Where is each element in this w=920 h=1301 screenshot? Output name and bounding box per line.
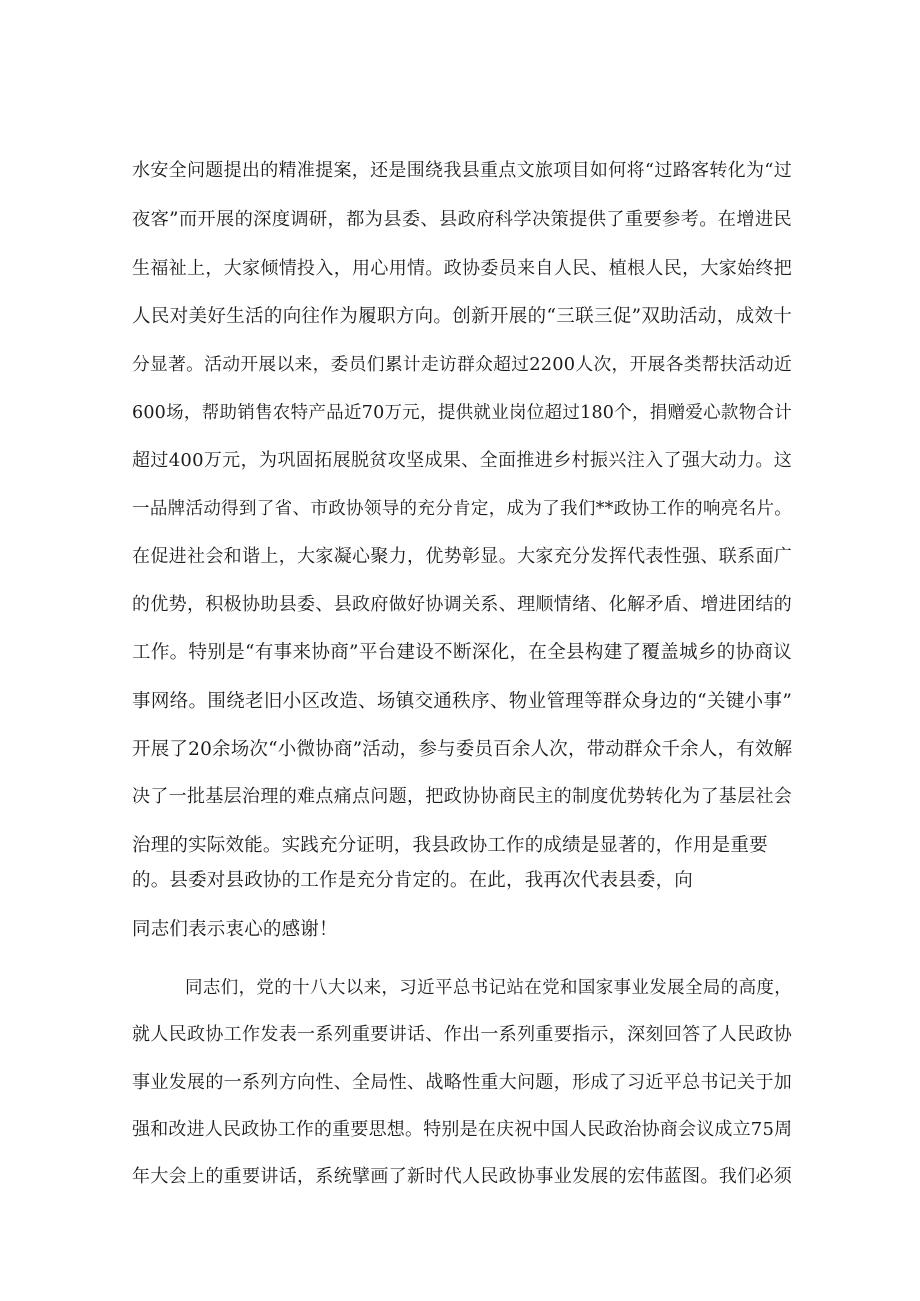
text-line: 强和改进人民政协工作的重要思想。特别是在庆祝中国人民政治协商会议成立75周 — [132, 1119, 793, 1140]
text-line: 的。县委对县政协的工作是充分肯定的。在此，我再次代表县委，向 — [132, 870, 694, 891]
text-line: 生福祉上，大家倾情投入，用心用情。政协委员来自人民、植根人民，大家始终把 — [132, 258, 792, 279]
text-line: 夜客”而开展的深度调研，都为县委、县政府科学决策提供了重要参考。在增进民 — [132, 209, 792, 230]
text-line: 事业发展的一系列方向性、全局性、战略性重大问题，形成了习近平总书记关于加 — [132, 1072, 792, 1093]
text-line: 水安全问题提出的精准提案，还是围绕我县重点文旅项目如何将“过路客转化为“过 — [132, 160, 792, 181]
text-line: 的优势，积极协助县委、县政府做好协调关系、理顺情绪、化解矛盾、增进团结的 — [132, 594, 792, 615]
text-line: 超过400万元，为巩固拓展脱贫攻坚成果、全面推进乡村振兴注入了强大动力。这 — [132, 450, 792, 471]
text-line: 事网络。围绕老旧小区改造、场镇交通秩序、物业管理等群众身边的“关键小事” — [132, 691, 792, 712]
text-line: 人民对美好生活的向往作为履职方向。创新开展的“三联三促”双助活动，成效十 — [132, 306, 792, 327]
text-line: 治理的实际效能。实践充分证明，我县政协工作的成绩是显著的，作用是重要 — [132, 835, 768, 856]
text-line: 年大会上的重要讲话，系统擘画了新时代人民政协事业发展的宏伟蓝图。我们必须 — [132, 1166, 792, 1187]
text-line: 在促进社会和谐上，大家凝心聚力，优势彰显。大家充分发挥代表性强、联系面广 — [132, 546, 792, 567]
text-line: 600场，帮助销售农特产品近70万元，提供就业岗位超过180个，捐赠爱心款物合计 — [132, 403, 792, 423]
text-line: 就人民政协工作发表一系列重要讲话、作出一系列重要指示，深刻回答了人民政协 — [132, 1024, 792, 1045]
text-line: 同志们，党的十八大以来，习近平总书记站在党和国家事业发展全局的高度， — [185, 978, 792, 998]
text-line: 同志们表示衷心的感谢！ — [132, 919, 338, 940]
text-line: 开展了20余场次“小微协商”活动，参与委员百余人次，带动群众千余人，有效解 — [132, 739, 793, 760]
text-line: 决了一批基层治理的难点痛点问题，把政协协商民主的制度优势转化为了基层社会 — [132, 786, 792, 807]
text-line: 一品牌活动得到了省、市政协领导的充分肯定，成为了我们**政协工作的响亮名片。 — [132, 499, 792, 519]
text-line: 分显著。活动开展以来，委员们累计走访群众超过2200人次，开展各类帮扶活动近 — [132, 355, 792, 375]
text-line: 工作。特别是“有事来协商”平台建设不断深化，在全县构建了覆盖城乡的协商议 — [132, 642, 792, 663]
